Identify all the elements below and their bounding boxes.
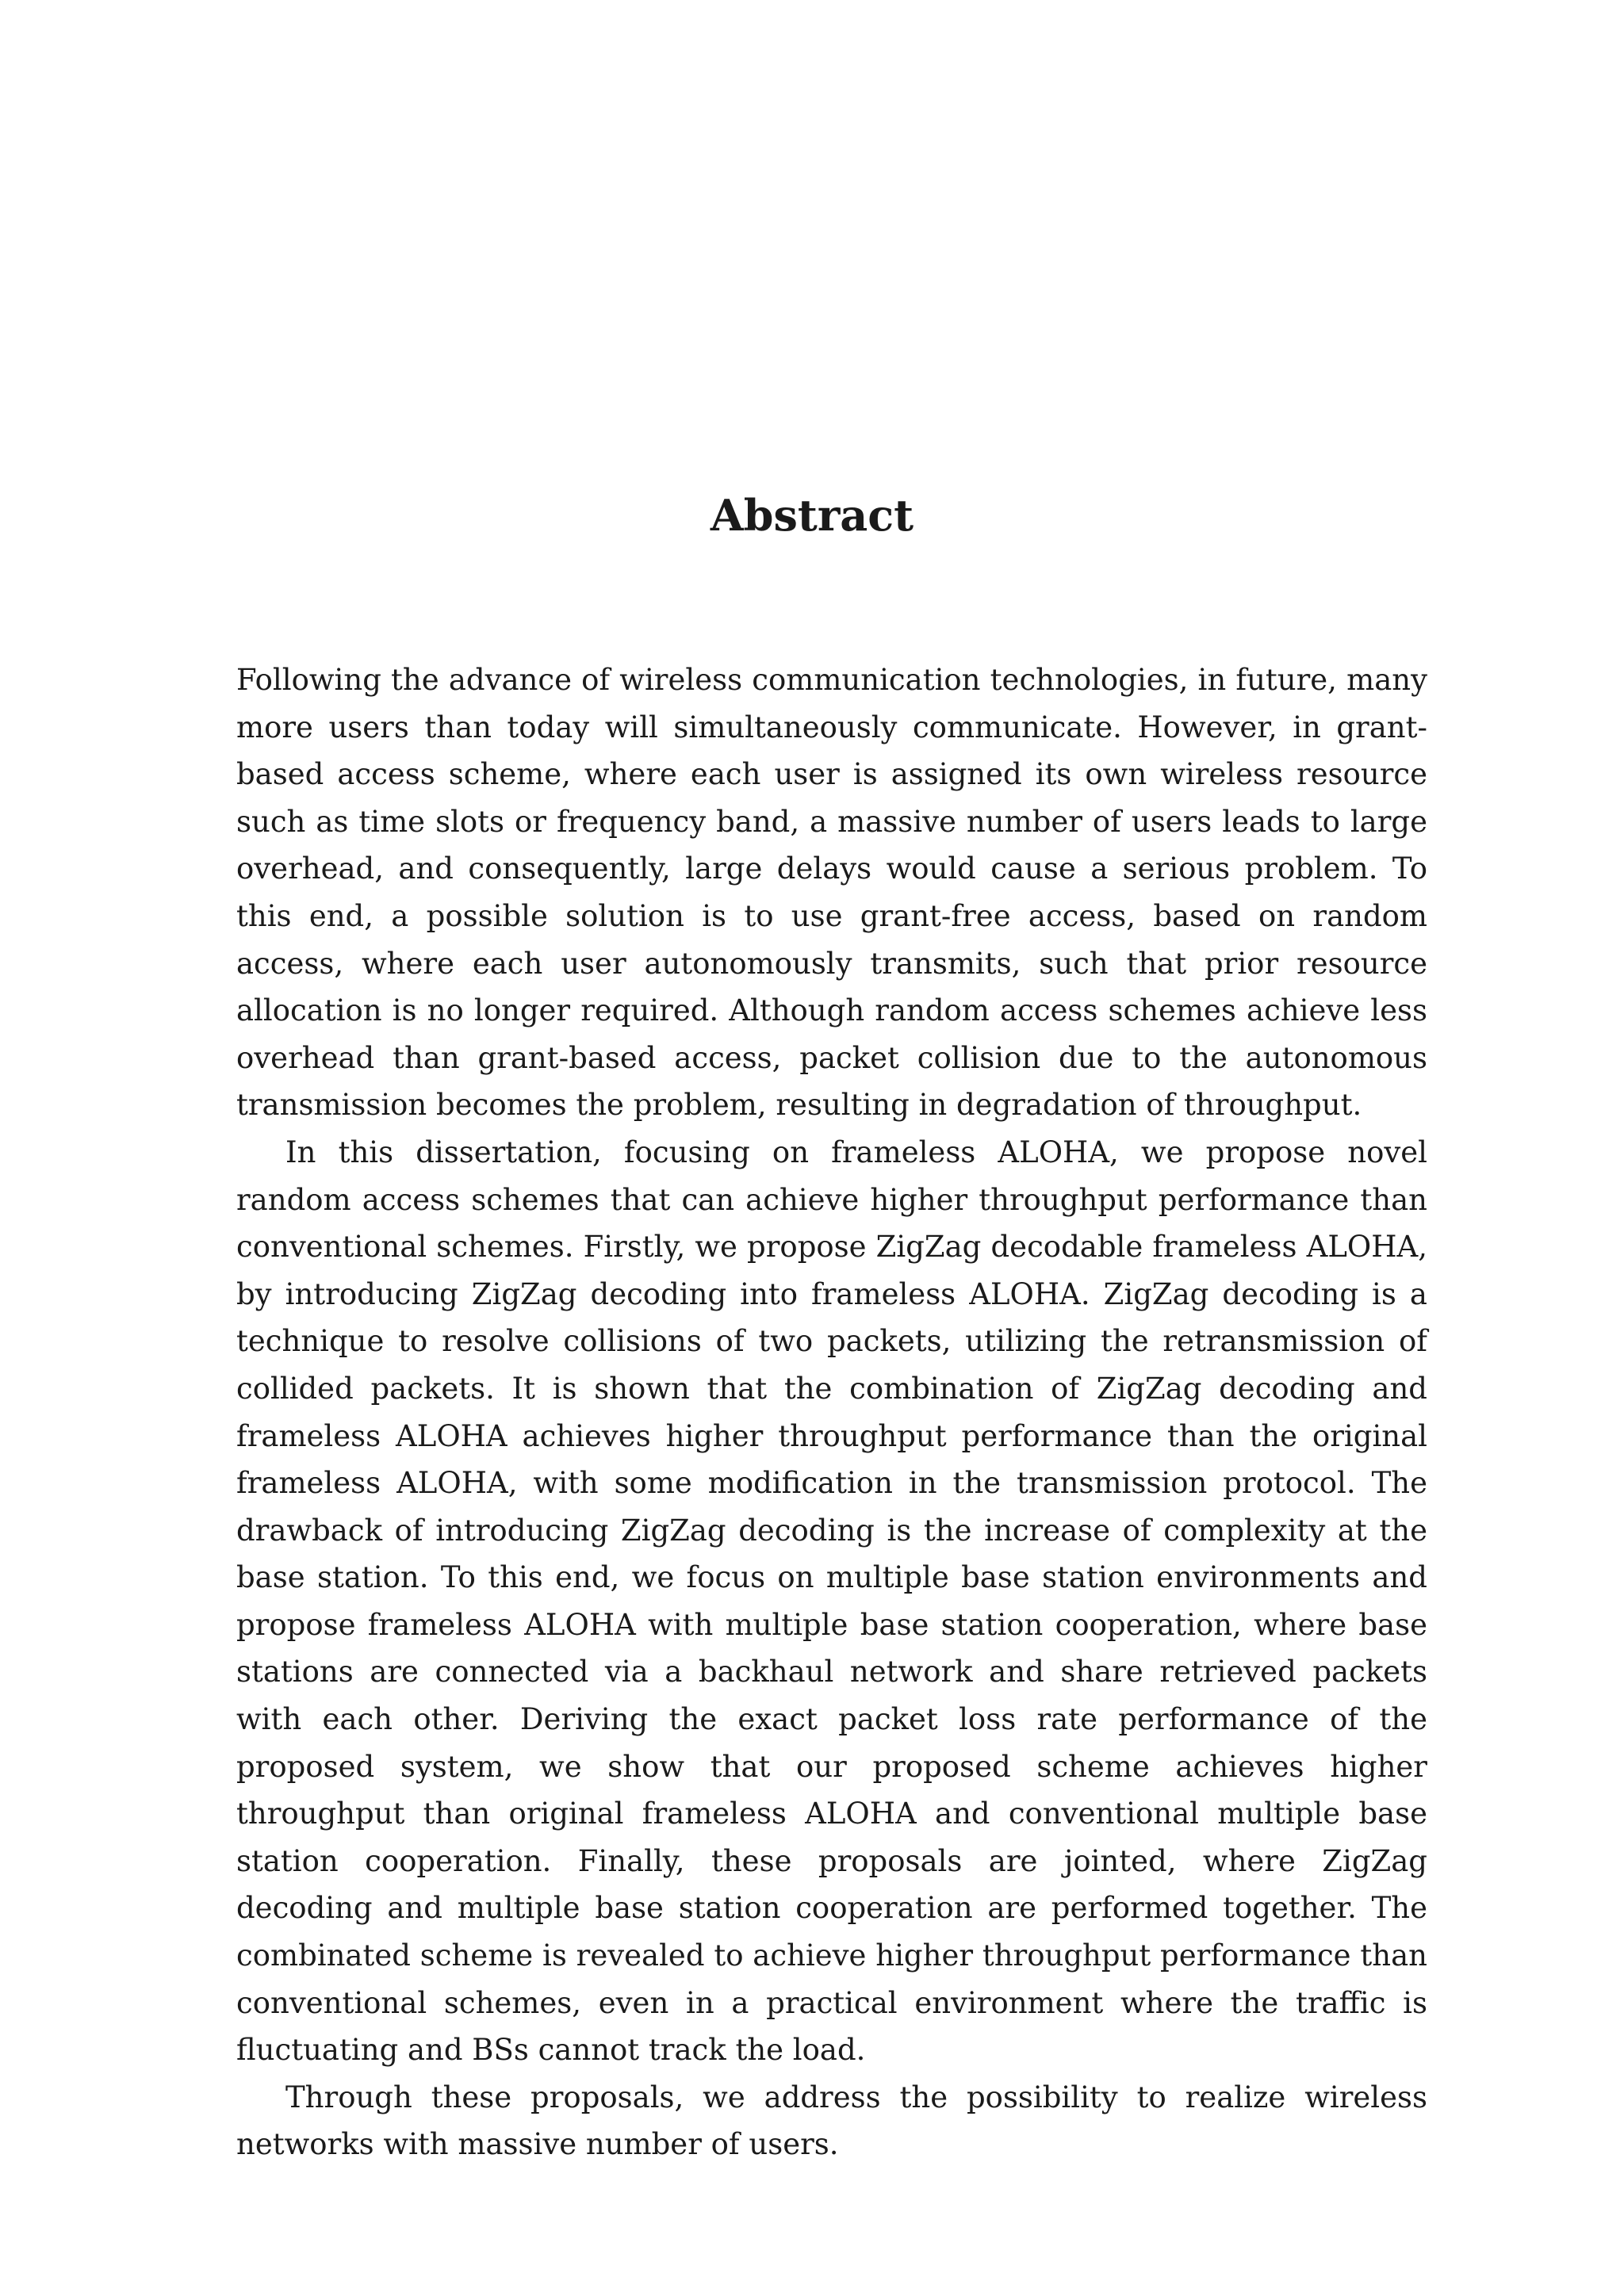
abstract-title: Abstract xyxy=(710,490,914,541)
abstract-paragraph-3: Through these proposals, we address the possibility to realize wireless networks with massive number of users. xyxy=(236,2080,1427,2162)
abstract-body xyxy=(236,656,1427,2168)
abstract-paragraph-1: Following the advance of wireless communication technologies, in future, many more users than today will simultaneously communicate. However, in grant-based access scheme, where each user is assigned its own wireless resource such as time slots or frequency band, a massive number of users leads to large overhead, and consequently, large delays would cause a serious problem. To this end, a possible solution is to use grant-free access, based on random access, where each user autonomously transmits, such that prior resource allocation is no longer required. Although random access schemes achieve less overhead than grant-based access, packet collision due to the autonomous transmission becomes the problem, resulting in degradation of throughput. xyxy=(236,663,1427,1123)
abstract-paragraph-2: In this dissertation, focusing on frameless ALOHA, we propose novel random access schemes that can achieve higher throughput performance than conventional schemes. Firstly, we propose ZigZag decodable frameless ALOHA, by introducing ZigZag decoding into frameless ALOHA. ZigZag decoding is a technique to resolve collisions of two packets, utilizing the retransmission of collided packets. It is shown that the combination of ZigZag decoding and frameless ALOHA achieves higher throughput performance than the original frameless ALOHA, with some modification in the transmission protocol. The drawback of introducing ZigZag decoding is the increase of complexity at the base station. To this end, we focus on multiple base station environments and propose frameless ALOHA with multiple base station cooperation, where base stations are connected via a backhaul network and share retrieved packets with each other. Deriving the exact packet loss rate performance of the proposed system, we show that our proposed scheme achieves higher throughput than original frameless ALOHA and conventional multiple base station cooperation. Finally, these proposals are jointed, where ZigZag decoding and multiple base station cooperation are performed together. The combinated scheme is revealed to achieve higher throughput performance than conventional schemes, even in a practical environment where the traffic is fluctuating and BSs cannot track the load. xyxy=(236,1135,1427,2068)
